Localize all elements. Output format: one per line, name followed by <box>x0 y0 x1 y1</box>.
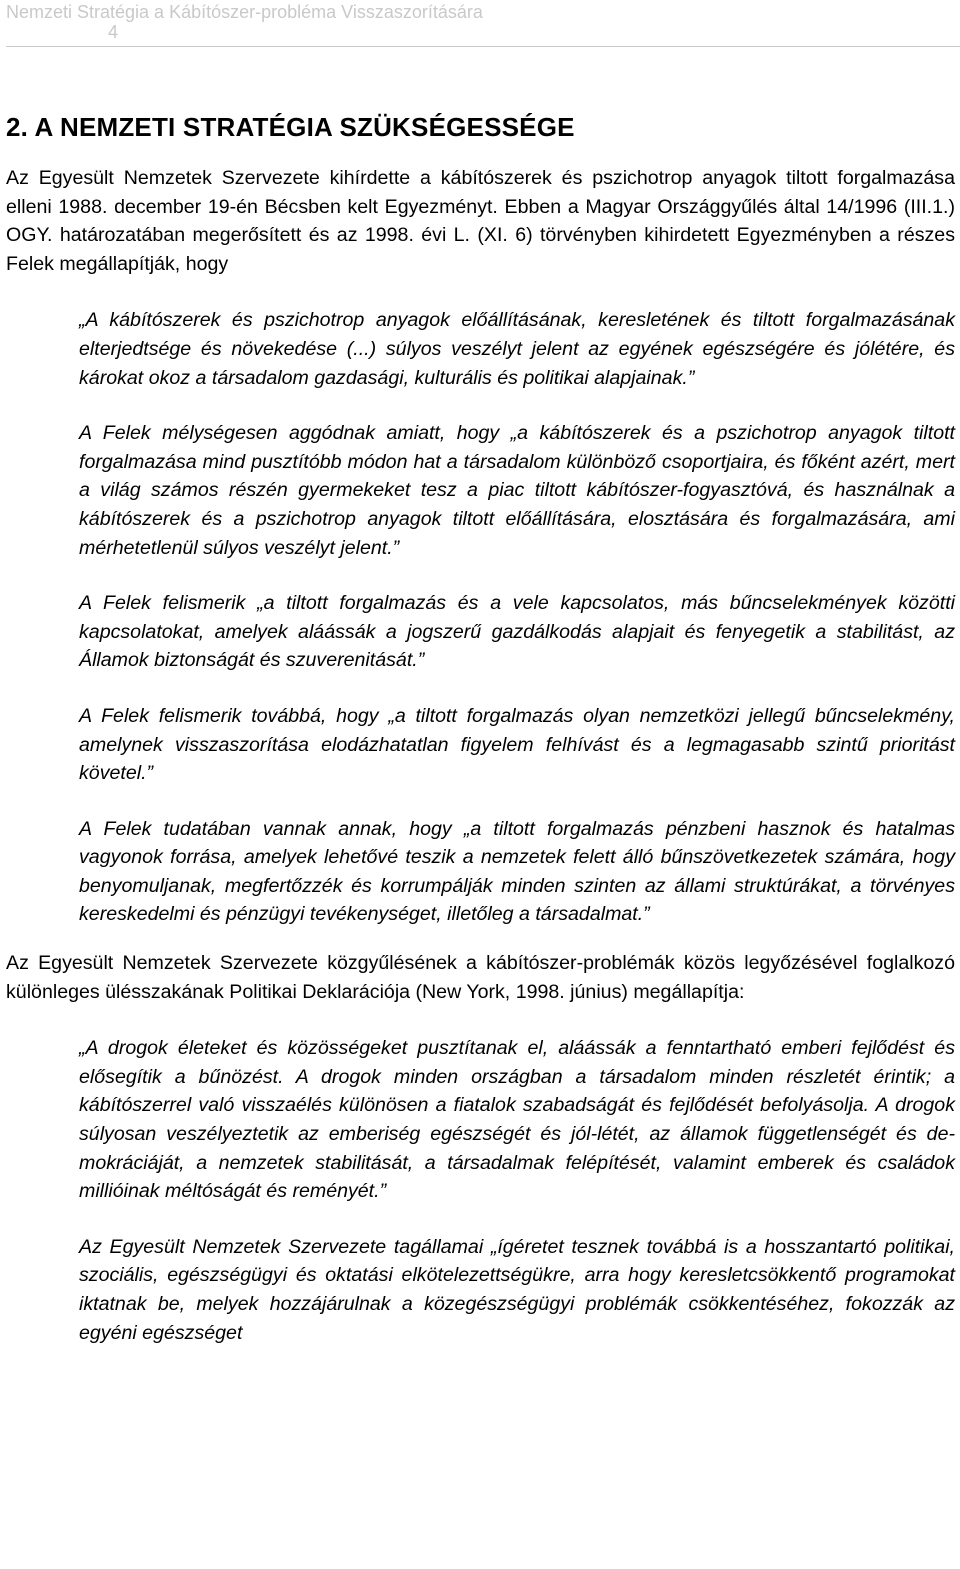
convention-quote-4: A Felek felismerik továbbá, hogy „a tiltott forgalmazás olyan nemzetközi jellegű bűncselekmény, amelynek visszaszorítása elodázhatatlan figyelem felhívást és a legmagasabb szintű prioritást követel.” <box>79 704 955 785</box>
section-heading: 2. A NEMZETI STRATÉGIA SZÜKSÉGESSÉGE <box>6 112 575 142</box>
running-header <box>0 0 960 50</box>
declaration-quote-1: „A drogok életeket és közösségeket pusztítanak el, aláássák a fenntartható emberi fejlődést és elősegítik a bűnözést. A drogok minden országban a társadalom minden részletét érintik; a kábítószerrel való visszaélés különösen a fiatalok szabadságát és fejlődését befolyásolja. A drogok súlyosan veszélyeztetik az emberiség egészségét és jól-létét, az államok függetlenségét és demokráciáját, a nemzetek stabilitását, a társadalmak felépítését, valamint emberek és családok millióinak méltóságát és reményét.” <box>79 1037 955 1203</box>
convention-quote-5: A Felek tudatában vannak annak, hogy „a tiltott forgalmazás pénzbeni hasznok és hatalmas vagyonok forrása, amelyek lehetővé teszik a nemzetek felett álló bűnszövetkezetek számára, hogy benyomuljanak, megfertőzzék és korrumpálják minden szinten az állami struktúrákat, a törvényes kereskedelmi és pénzügyi tevékenységet, illetőleg a társadalmat.” <box>79 817 955 926</box>
page-number: 4 <box>108 22 119 42</box>
convention-quote-2: A Felek mélységesen aggódnak amiatt, hogy „a kábítószerek és a pszichotrop anyagok tiltott forgalmazása mind pusztítóbb módon hat a társadalom különböző csoportjaira, és főként azért, mert a világ számos részén gyermekeket tesz a piac tiltott kábítószer-fogyasztóvá, és használnak a kábítószerek és a pszichotrop anyagok tiltott előállítására, elosztására és forgalmazására, ami mérhetetlenül súlyos veszélyt jelent.” <box>79 422 955 559</box>
header-divider <box>6 46 960 47</box>
declaration-intro-paragraph: Az Egyesült Nemzetek Szervezete közgyűlésének a kábítószer-problémák közös legyőzésével foglalkozó különleges ülésszakának Politikai Deklarációja (New York, 1998. június) megállapítja: <box>6 952 955 1003</box>
declaration-quote-2: Az Egyesült Nemzetek Szervezete tagállamai „ígéretet tesznek továbbá is a hosszantartó politikai, szociális, egészségügyi és oktatási elkötelezettségükre, arra hogy keresletcsökkentő programokat iktatnak be, melyek hozzájárulnak a közegészségügyi problémák csökkentéséhez, fokozzák az egyéni egészséget <box>79 1235 955 1344</box>
intro-paragraph: Az Egyesült Nemzetek Szervezete kihírdette a kábítószerek és pszichotrop anyagok tiltott forgalmazása elleni 1988. december 19-én Bécsben kelt Egyezményt. Ebben a Magyar Országgyűlés által 14/1996 (III.1.) OGY. határozatában megerősített és az 1998. évi L. (XI. 6) törvényben kihirdetett Egyezményben a részes Felek megállapítják, hogy <box>6 167 955 275</box>
convention-quote-3: A Felek felismerik „a tiltott forgalmazás és a vele kapcsolatos, más bűncselekmények közötti kapcsolatokat, amelyek aláássák a jogszerű gazdálkodás alapjait és fenyegetik a stabilitást, az Államok biztonságát és szuverenitását.” <box>79 592 955 672</box>
document-body <box>6 112 955 1374</box>
convention-quote-1: „A kábítószerek és pszichotrop anyagok előállításának, keresletének és tiltott forgalmazásának elterjedtsége és növekedése (...) súlyos veszélyt jelent az egyének egészségére és jólétére, és károkat okoz a társadalom gazdasági, kulturális és politikai alapjainak.” <box>79 309 955 389</box>
running-header-title: Nemzeti Stratégia a Kábítószer-probléma Visszaszorítására <box>6 2 483 22</box>
